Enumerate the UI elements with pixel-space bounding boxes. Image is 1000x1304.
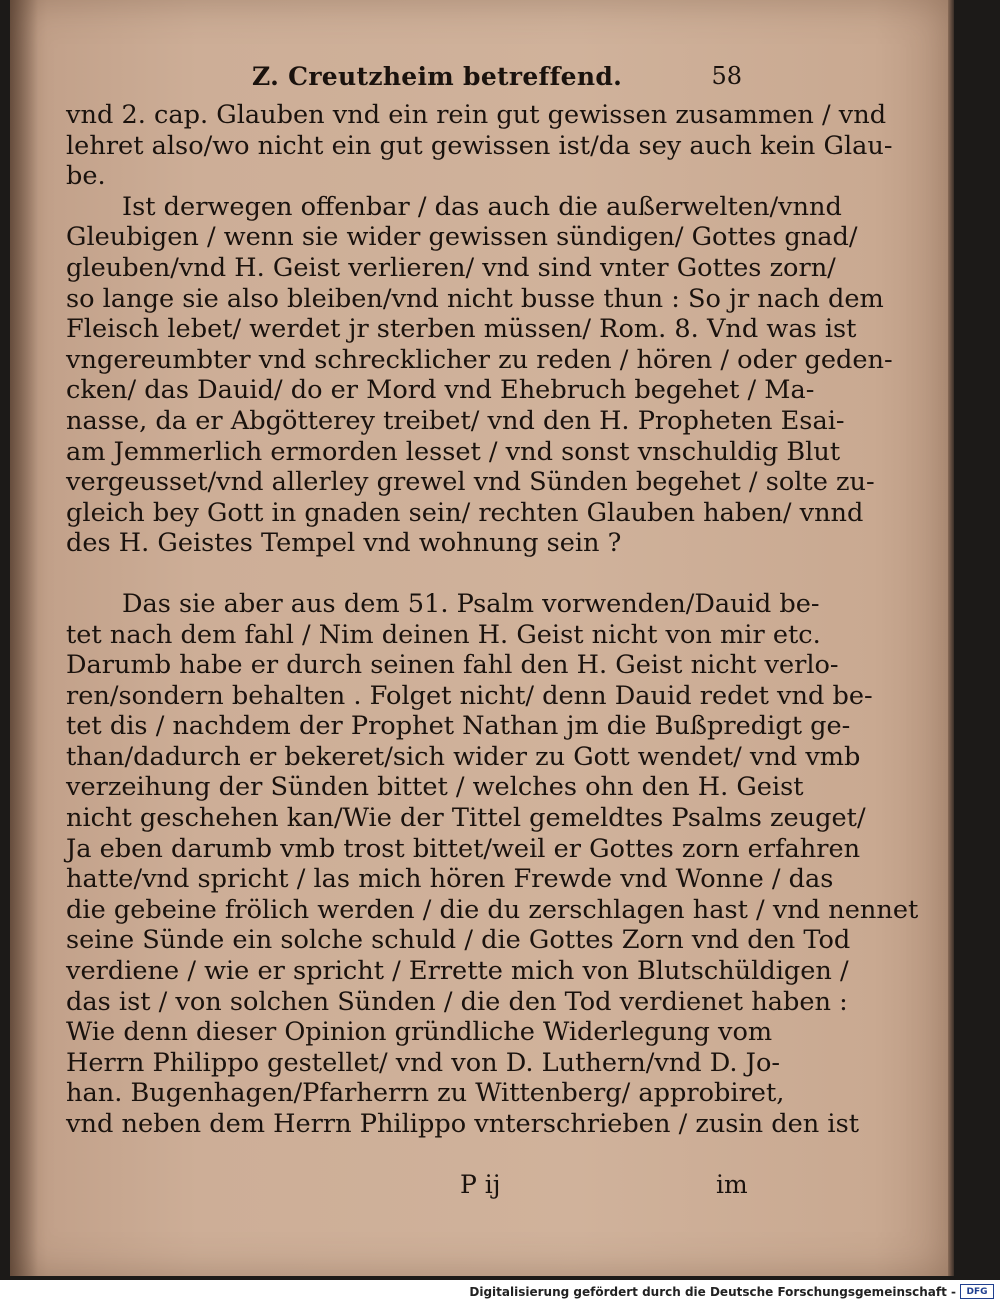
text-line: Ja eben darumb vmb trost bittet/weil er Gottes zorn erfahren [66,833,861,864]
text-line: gleich bey Gott in gnaden sein/ rechten Glauben haben/ vnnd [66,497,864,528]
running-head: Z. Creutzheim betreffend. [252,62,623,91]
page-edge [948,0,954,1276]
text-line: hatte/vnd spricht / las mich hören Frewde vnd Wonne / das [66,864,834,895]
text-line: Das sie aber aus dem 51. Psalm vorwenden/Dauid be- [122,588,820,619]
text-line: Fleisch lebet/ werdet jr sterben müssen/ Rom. 8. Vnd was ist [66,314,857,345]
text-line: vngereumbter vnd schrecklicher zu reden / hören / oder geden- [66,344,893,375]
paragraph-3 [66,588,919,1140]
text-line: be. [66,161,106,192]
text-line: Herrn Philippo gestellet/ vnd von D. Luthern/vnd D. Jo- [66,1047,781,1078]
text-line: verzeihung der Sünden bittet / welches ohn den H. Geist [66,772,804,803]
text-line: cken/ das Dauid/ do er Mord vnd Ehebruch begehet / Ma- [66,375,815,406]
text-line: than/dadurch er bekeret/sich wider zu Gott wendet/ vnd vmb [66,741,861,772]
text-line: tet nach dem fahl / Nim deinen H. Geist nicht von mir etc. [66,619,821,650]
text-line: vergeusset/vnd allerley grewel vnd Sünden begehet / solte zu- [66,467,875,498]
text-line: so lange sie also bleiben/vnd nicht busse thun : So jr nach dem [66,283,884,314]
text-line: vnd neben dem Herrn Philippo vnterschrieben / zusin den ist [66,1109,859,1139]
text-line: Gleubigen / wenn sie wider gewissen sündigen/ Gottes gnad/ [66,222,858,253]
page-header [62,58,742,98]
signature-mark: P ij [460,1170,501,1199]
text-line: das ist / von solchen Sünden / die den Tod verdienet haben : [66,986,848,1017]
body-text [66,100,919,1140]
text-line: han. Bugenhagen/Pfarherrn zu Wittenberg/ approbiret, [66,1078,785,1109]
paragraph-2 [66,191,893,559]
text-line: des H. Geistes Tempel vnd wohnung sein ? [66,528,622,559]
text-line: nicht geschehen kan/Wie der Tittel gemeldtes Psalms zeuget/ [66,803,866,834]
text-line: lehret also/wo nicht ein gut gewissen ist/da sey auch kein Glau- [66,130,893,161]
text-line: gleuben/vnd H. Geist verlieren/ vnd sind vnter Gottes zorn/ [66,252,836,283]
paragraph-gap [66,559,756,589]
text-line: vnd 2. cap. Glauben vnd ein rein gut gewissen zusammen / vnd [66,100,887,130]
text-line: Wie denn dieser Opinion gründliche Widerlegung vom [66,1017,773,1048]
paragraph-1 [66,100,893,192]
funding-credit: Digitalisierung gefördert durch die Deutsche Forschungsgemeinschaft - [469,1285,956,1299]
text-line: Ist derwegen offenbar / das auch die außerwelten/vnnd [122,191,842,222]
text-line: ren/sondern behalten . Folget nicht/ denn Dauid redet vnd be- [66,680,873,711]
text-line: seine Sünde ein solche schuld / die Gottes Zorn vnd den Tod [66,925,851,956]
text-line: tet dis / nachdem der Prophet Nathan jm die Bußpredigt ge- [66,711,851,742]
folio-number: 58 [711,62,742,90]
text-line: am Jemmerlich ermorden lesset / vnd sonst vnschuldig Blut [66,436,841,467]
page-gutter-shadow [10,0,38,1276]
text-line: die gebeine frölich werden / die du zerschlagen hast / vnd nennet [66,894,919,925]
digitization-footer [0,1280,1000,1304]
text-line: Darumb habe er durch seinen fahl den H. Geist nicht verlo- [66,650,839,681]
dfg-logo: DFG [960,1284,994,1299]
text-line: nasse, da er Abgötterey treibet/ vnd den H. Propheten Esai- [66,405,845,436]
text-line: verdiene / wie er spricht / Errette mich von Blutschüldigen / [66,956,849,987]
catchword: im [716,1170,748,1199]
